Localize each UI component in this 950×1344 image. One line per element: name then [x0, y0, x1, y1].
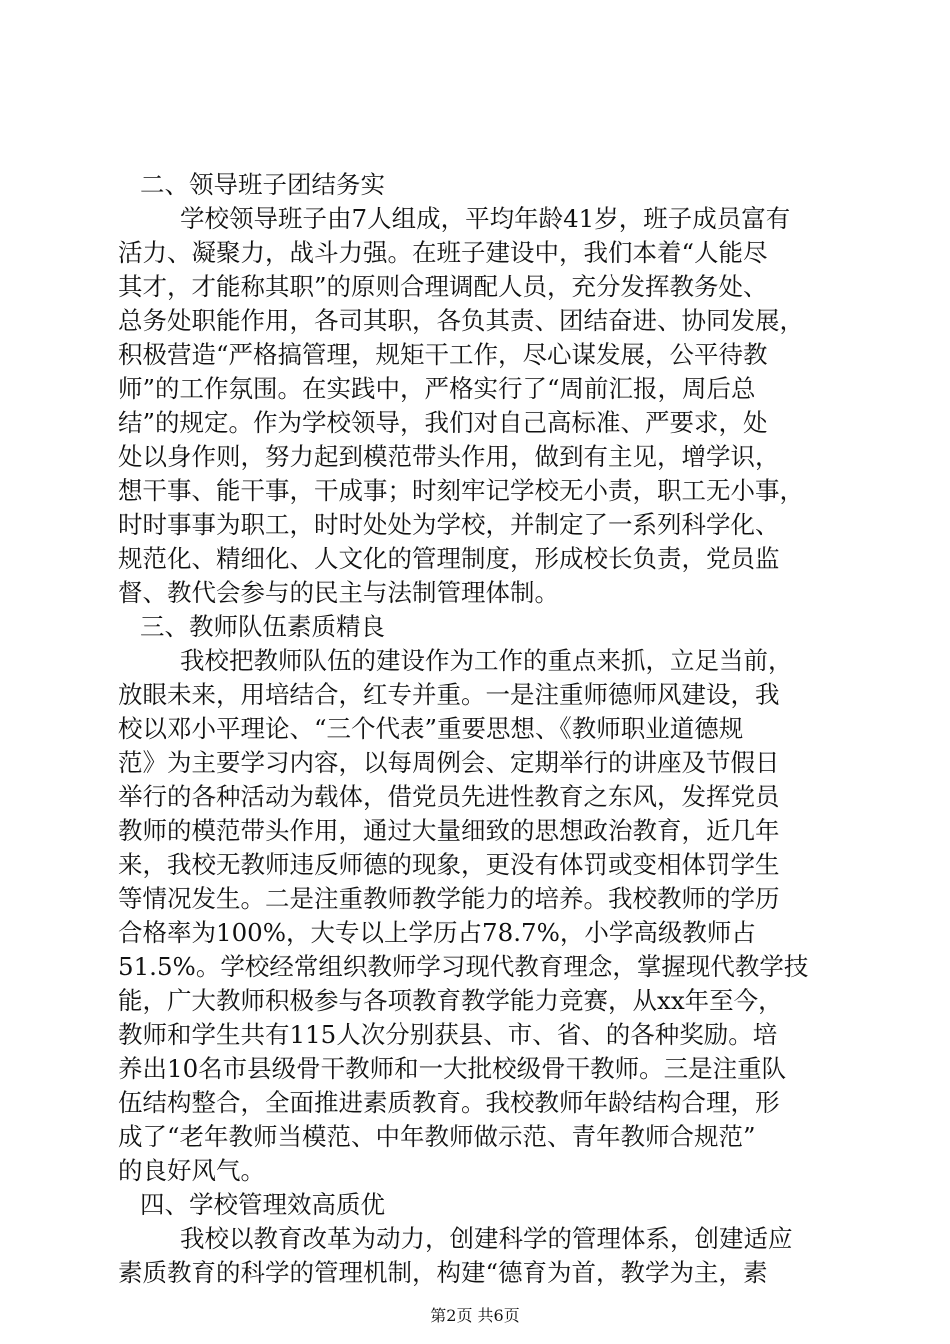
paragraph-line: 总务处职能作用，各司其职，各负其责、团结奋进、协同发展，	[118, 306, 804, 335]
paragraph-line: 我校把教师队伍的建设作为工作的重点来抓，立足当前，	[180, 646, 793, 675]
paragraph-line: 素质教育的科学的管理机制，构建“德育为首，教学为主，素	[118, 1258, 768, 1287]
paragraph-line: 想干事、能干事，干成事；时刻牢记学校无小责，职工无小事，	[118, 476, 804, 505]
paragraph-line: 校以邓小平理论、“三个代表”重要思想、《教师职业道德规	[118, 714, 744, 743]
paragraph-line: 成了“老年教师当模范、中年教师做示范、青年教师合规范”	[118, 1122, 756, 1151]
paragraph-line: 等情况发生。二是注重教师教学能力的培养。我校教师的学历	[118, 884, 780, 913]
paragraph-line: 督、教代会参与的民主与法制管理体制。	[118, 578, 559, 607]
paragraph-line: 师”的工作氛围。在实践中，严格实行了“周前汇报，周后总	[118, 374, 756, 403]
paragraph-line: 教师和学生共有115人次分别获县、市、省、的各种奖励。培	[118, 1020, 778, 1049]
paragraph-line: 时时事事为职工，时时处处为学校，并制定了一系列科学化、	[118, 510, 780, 539]
paragraph-line: 积极营造“严格搞管理，规矩干工作，尽心谋发展，公平待教	[118, 340, 768, 369]
page-footer	[0, 1304, 950, 1328]
section-heading: 三、教师队伍素质精良	[140, 612, 385, 641]
paragraph-line: 伍结构整合，全面推进素质教育。我校教师年龄结构合理，形	[118, 1088, 780, 1117]
paragraph-line: 教师的模范带头作用，通过大量细致的思想政治教育，近几年	[118, 816, 780, 845]
paragraph-line: 51.5%。学校经常组织教师学习现代教育理念，掌握现代教学技	[118, 952, 809, 981]
paragraph-line: 规范化、精细化、人文化的管理制度，形成校长负责，党员监	[118, 544, 780, 573]
paragraph-line: 养出10名市县级骨干教师和一大批校级骨干教师。三是注重队	[118, 1054, 787, 1083]
page-number: 第2页 共6页	[430, 1306, 520, 1325]
section-heading: 四、学校管理效高质优	[140, 1190, 385, 1219]
paragraph-line: 范》为主要学习内容，以每周例会、定期举行的讲座及节假日	[118, 748, 780, 777]
paragraph-line: 放眼未来，用培结合，红专并重。一是注重师德师风建设，我	[118, 680, 780, 709]
paragraph-line: 学校领导班子由7人组成，平均年龄41岁，班子成员富有	[180, 204, 791, 233]
paragraph-line: 能，广大教师积极参与各项教育教学能力竞赛，从xx年至今，	[118, 986, 783, 1015]
paragraph-line: 处以身作则，努力起到模范带头作用，做到有主见，增学识，	[118, 442, 780, 471]
paragraph-line: 其才，才能称其职”的原则合理调配人员，充分发挥教务处、	[118, 272, 768, 301]
paragraph-line: 举行的各种活动为载体，借党员先进性教育之东风，发挥党员	[118, 782, 780, 811]
paragraph-line: 合格率为100%，大专以上学历占78.7%，小学高级教师占	[118, 918, 756, 947]
paragraph-line: 我校以教育改革为动力，创建科学的管理体系，创建适应	[180, 1224, 793, 1253]
section-heading: 二、领导班子团结务实	[140, 170, 385, 199]
paragraph-line: 的良好风气。	[118, 1156, 265, 1185]
paragraph-line: 来，我校无教师违反师德的现象，更没有体罚或变相体罚学生	[118, 850, 780, 879]
paragraph-line: 结”的规定。作为学校领导，我们对自己高标准、严要求，处	[118, 408, 768, 437]
paragraph-line: 活力、凝聚力，战斗力强。在班子建设中，我们本着“人能尽	[118, 238, 768, 267]
